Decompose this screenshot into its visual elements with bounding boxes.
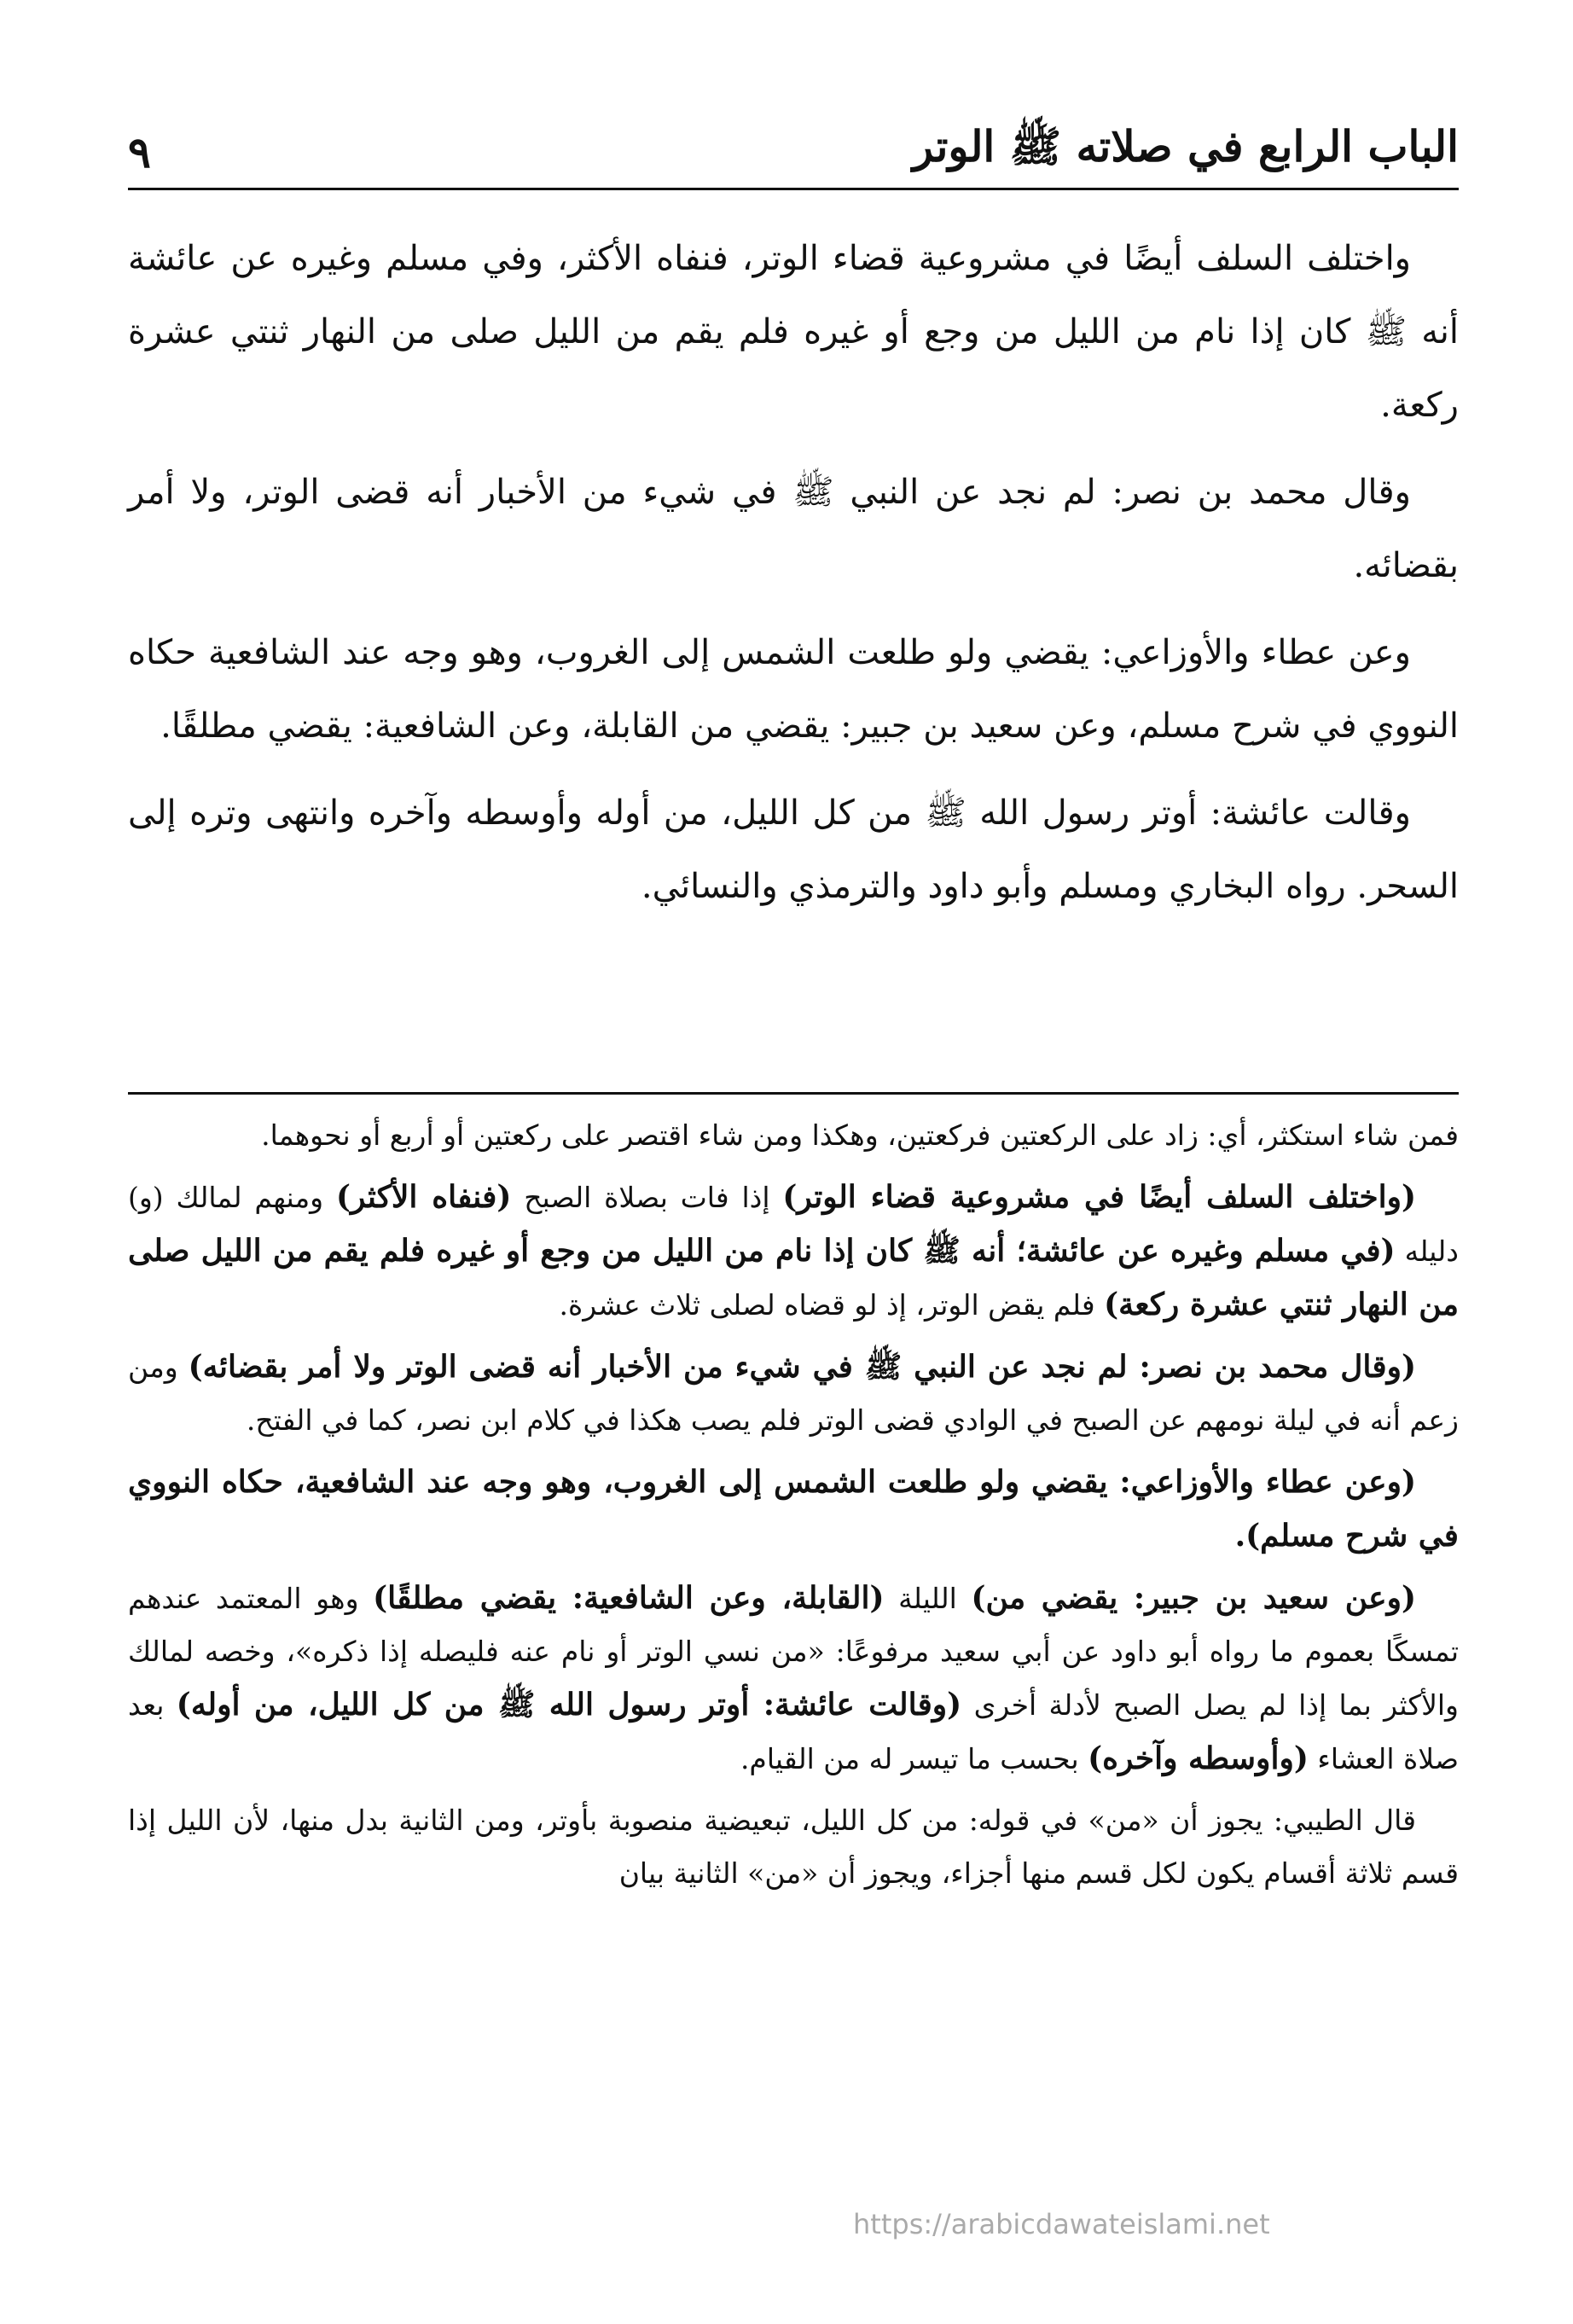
header-divider <box>128 188 1459 190</box>
quoted-text: (القابلة، وعن الشافعية: يقضي مطلقًا) <box>373 1580 885 1616</box>
main-paragraph: واختلف السلف أيضًا في مشروعية قضاء الوتر، فنفاه الأكثر، وفي مسلم وغيره عن عائشة أنه ﷺ كان إذا نام من الليل من وجع أو غيره فلم يقم من الليل صلى من النهار ثنتي عشرة ركعة. <box>128 239 1459 425</box>
main-text <box>128 222 1459 937</box>
commentary-divider <box>128 1092 1459 1095</box>
commentary-paragraph <box>128 1171 1459 1332</box>
commentary-text: بعد صلاة العشاء <box>128 1688 1459 1775</box>
quoted-text: (وعن سعيد بن جبير: يقضي من) <box>971 1580 1416 1616</box>
quoted-text: (وقال محمد بن نصر: لم نجد عن النبي ﷺ في شيء من الأخبار أنه قضى الوتر ولا أمر بقضائه) <box>188 1349 1416 1385</box>
main-paragraph: وقالت عائشة: أوتر رسول الله ﷺ من كل الليل، من أوله وأوسطه وآخره وانتهى وتره إلى السحر. رواه البخاري ومسلم وأبو داود والترمذي والنسائي. <box>128 793 1459 906</box>
watermark-url: https://arabicdawateislami.net <box>853 2208 1270 2240</box>
quoted-text: (في مسلم وغيره عن عائشة؛ أنه ﷺ كان إذا نام من الليل من وجع أو غيره فلم يقم من الليل صلى من النهار ثنتي عشرة ركعة) <box>128 1233 1459 1322</box>
commentary-text: قال الطيبي: يجوز أن «من» في قوله: من كل الليل، تبعيضية منصوبة بأوتر، ومن الثانية بدل منها، لأن الليل إذا قسم ثلاثة أقسام يكون لكل قسم منها أجزاء، ويجوز أن «من» الثانية بيان <box>128 1804 1459 1890</box>
quoted-text: (واختلف السلف أيضًا في مشروعية قضاء الوتر) <box>782 1179 1417 1215</box>
commentary-text: ومنهم لمالك (و) دليله <box>128 1181 1459 1268</box>
quoted-text: (وعن عطاء والأوزاعي: يقضي ولو طلعت الشمس إلى الغروب، وهو وجه عند الشافعية، حكاه النووي في شرح مسلم). <box>128 1464 1459 1554</box>
book-page <box>128 102 1459 2286</box>
main-paragraph: وقال محمد بن نصر: لم نجد عن النبي ﷺ في شيء من الأخبار أنه قضى الوتر، ولا أمر بقضائه. <box>128 473 1459 585</box>
quoted-text: (فنفاه الأكثر) <box>335 1179 512 1215</box>
page-number: ٩ <box>128 126 151 177</box>
main-paragraph: وعن عطاء والأوزاعي: يقضي ولو طلعت الشمس إلى الغروب، وهو وجه عند الشافعية حكاه النووي في شرح مسلم، وعن سعيد بن جبير: يقضي من القابلة، وعن الشافعية: يقضي مطلقًا. <box>128 633 1459 746</box>
commentary <box>128 1109 1459 1909</box>
commentary-text: بحسب ما تيسر له من القيام. <box>740 1742 1088 1775</box>
commentary-text: فلم يقض الوتر، إذ لو قضاه لصلى ثلاث عشرة. <box>559 1288 1105 1322</box>
commentary-paragraph <box>128 1109 1459 1162</box>
quoted-text: (وقالت عائشة: أوتر رسول الله ﷺ من كل الليل، من أوله) <box>176 1687 962 1723</box>
commentary-paragraph <box>128 1340 1459 1447</box>
commentary-paragraph <box>128 1455 1459 1563</box>
commentary-paragraph <box>128 1794 1459 1900</box>
commentary-text: فمن شاء استكثر، أي: زاد على الركعتين فركعتين، وهكذا ومن شاء اقتصر على ركعتين أو أربع أو نحوهما. <box>261 1118 1459 1152</box>
commentary-text: وهو المعتمد عندهم تمسكًا بعموم ما رواه أبو داود عن أبي سعيد مرفوعًا: «من نسي الوتر أو نام عنه فليصله إذا ذكره»، وخصه لمالك والأكثر بما إذا لم يصل الصبح لأدلة أخرى <box>128 1582 1459 1722</box>
chapter-title: الباب الرابع في صلاته ﷺ الوتر <box>912 121 1459 171</box>
commentary-paragraph <box>128 1572 1459 1786</box>
quoted-text: (وأوسطه وآخره) <box>1088 1740 1309 1776</box>
page-header <box>128 118 1459 186</box>
commentary-text: ومن زعم أنه في ليلة نومهم عن الصبح في الوادي قضى الوتر فلم يصب هكذا في كلام ابن نصر، كما في الفتح. <box>128 1351 1459 1437</box>
commentary-text: إذا فات بصلاة الصبح <box>511 1181 783 1214</box>
commentary-text: الليلة <box>884 1582 972 1615</box>
